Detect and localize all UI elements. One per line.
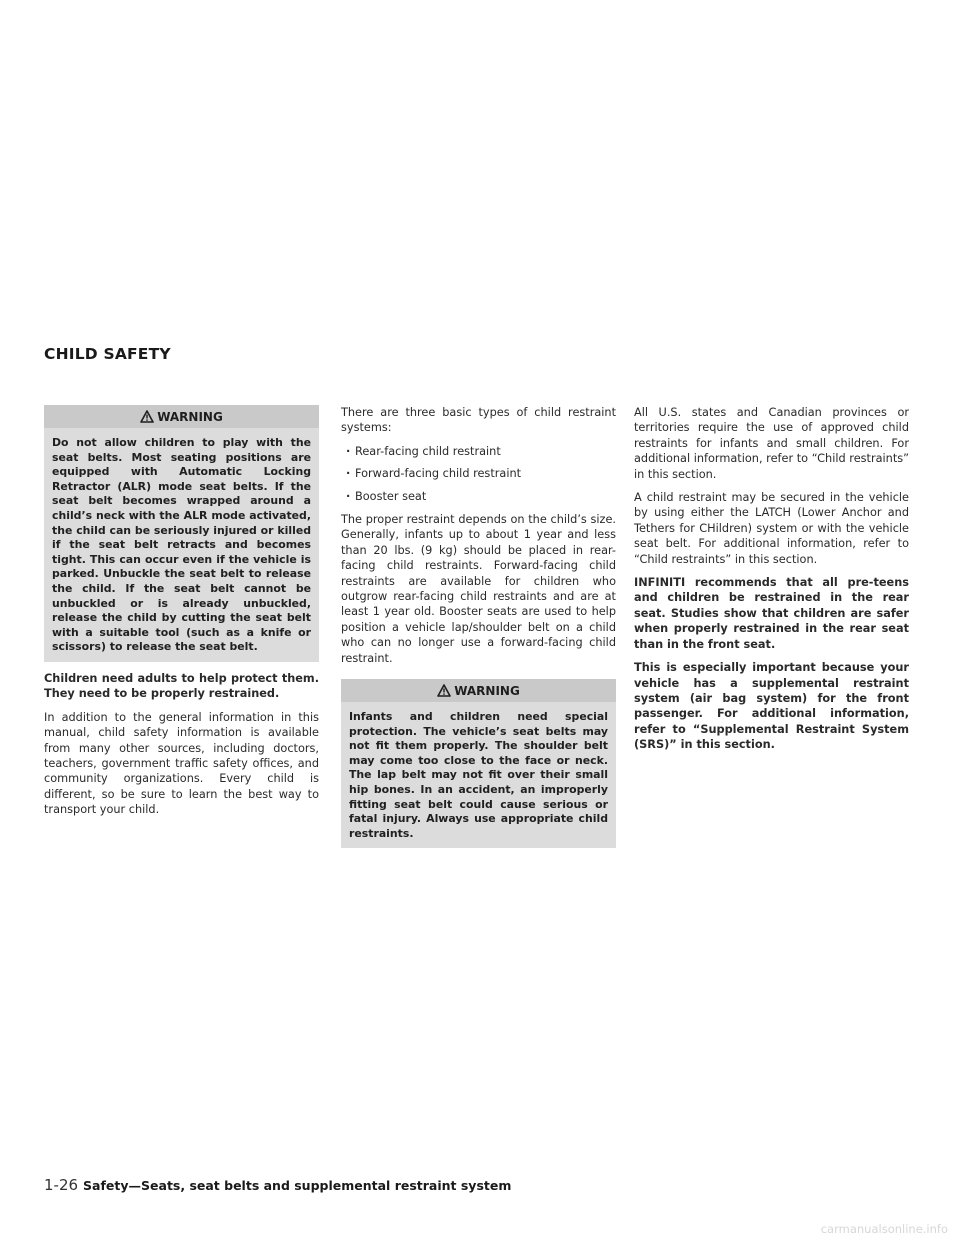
warning-label: WARNING: [157, 409, 223, 424]
warning-text: Do not allow children to play with the seat belts. Most seating positions are equipped with Automatic Locking Retractor (ALR) mode seat belts. If the seat belt becomes wrapped around a child’s neck with the ALR mode activated, the child can be seriously injured or killed if the seat belt retracts and becomes tight. This can occur even if the vehicle is parked. Unbuckle the seat belt to release the child. If the seat belt cannot be unbuckled or is already unbuckled, release the child by cutting the seat belt with a suitable tool (such as a knife or scissors) to release the seat belt.: [52, 436, 311, 654]
bold-paragraph: INFINITI recommends that all pre-teens and children be restrained in the rear seat. Studies show that children are safer when properly restrained in the rear seat than in the front seat.: [634, 576, 909, 651]
bold-paragraph: Children need adults to help protect them. They need to be properly restrained.: [44, 671, 319, 701]
list-item: · Rear-facing child restraint: [341, 444, 616, 459]
page-number: 1-26: [44, 1176, 79, 1194]
bold-paragraph: This is especially important because your vehicle has a supplemental restraint system (air bag system) for the front passenger. For additional information, refer to “Supplemental Restraint System (SRS)” in this section.: [634, 661, 909, 752]
section-heading: CHILD SAFETY: [44, 345, 171, 363]
warning-box-infants: [341, 679, 616, 848]
chapter-title: Safety—Seats, seat belts and supplemental restraint system: [83, 1178, 512, 1193]
column-3: [634, 405, 909, 761]
column-1: [44, 405, 319, 826]
list-item: · Booster seat: [341, 489, 616, 504]
restraint-types-list: [341, 444, 616, 504]
list-item: · Forward-facing child restraint: [341, 466, 616, 481]
paragraph-intro: There are three basic types of child restraint systems:: [341, 406, 616, 435]
warning-box-seat-belts: [44, 405, 319, 662]
warning-label: WARNING: [454, 683, 520, 698]
warning-triangle-icon: [437, 684, 451, 697]
watermark: carmanualsonline.info: [820, 1222, 948, 1236]
paragraph: All U.S. states and Canadian provinces or territories require the use of approved child restraints for infants and small children. For additional information, refer to “Child restraints” in this section.: [634, 406, 909, 481]
paragraph: In addition to the general information in this manual, child safety information is available from many other sources, including doctors, teachers, government traffic safety offices, and community organizations. Every child is different, so be sure to learn the best way to transport your child.: [44, 710, 319, 817]
warning-triangle-icon: [140, 410, 154, 423]
paragraph: A child restraint may be secured in the vehicle by using either the LATCH (Lower Anchor and Tethers for CHildren) system or with the vehicle seat belt. For additional information, refer to “Child restraints” in this section.: [634, 491, 909, 566]
warning-text: Infants and children need special protection. The vehicle’s seat belts may not fit them properly. The shoulder belt may come too close to the face or neck. The lap belt may not fit over their small hip bones. In an accident, an improperly fitting seat belt could cause serious or fatal injury. Always use appropriate child restraints.: [349, 710, 608, 840]
paragraph: The proper restraint depends on the child’s size. Generally, infants up to about 1 year and less than 20 lbs. (9 kg) should be placed in rear-facing child restraints. Forward-facing child restraints are available for children who outgrow rear-facing child restraints and are at least 1 year old. Booster seats are used to help position a vehicle lap/shoulder belt on a child who can no longer use a forward-facing child restraint.: [341, 513, 616, 665]
column-2: [341, 405, 616, 857]
warning-header: [44, 405, 319, 428]
warning-header: [341, 679, 616, 702]
page-footer: [44, 1176, 511, 1194]
